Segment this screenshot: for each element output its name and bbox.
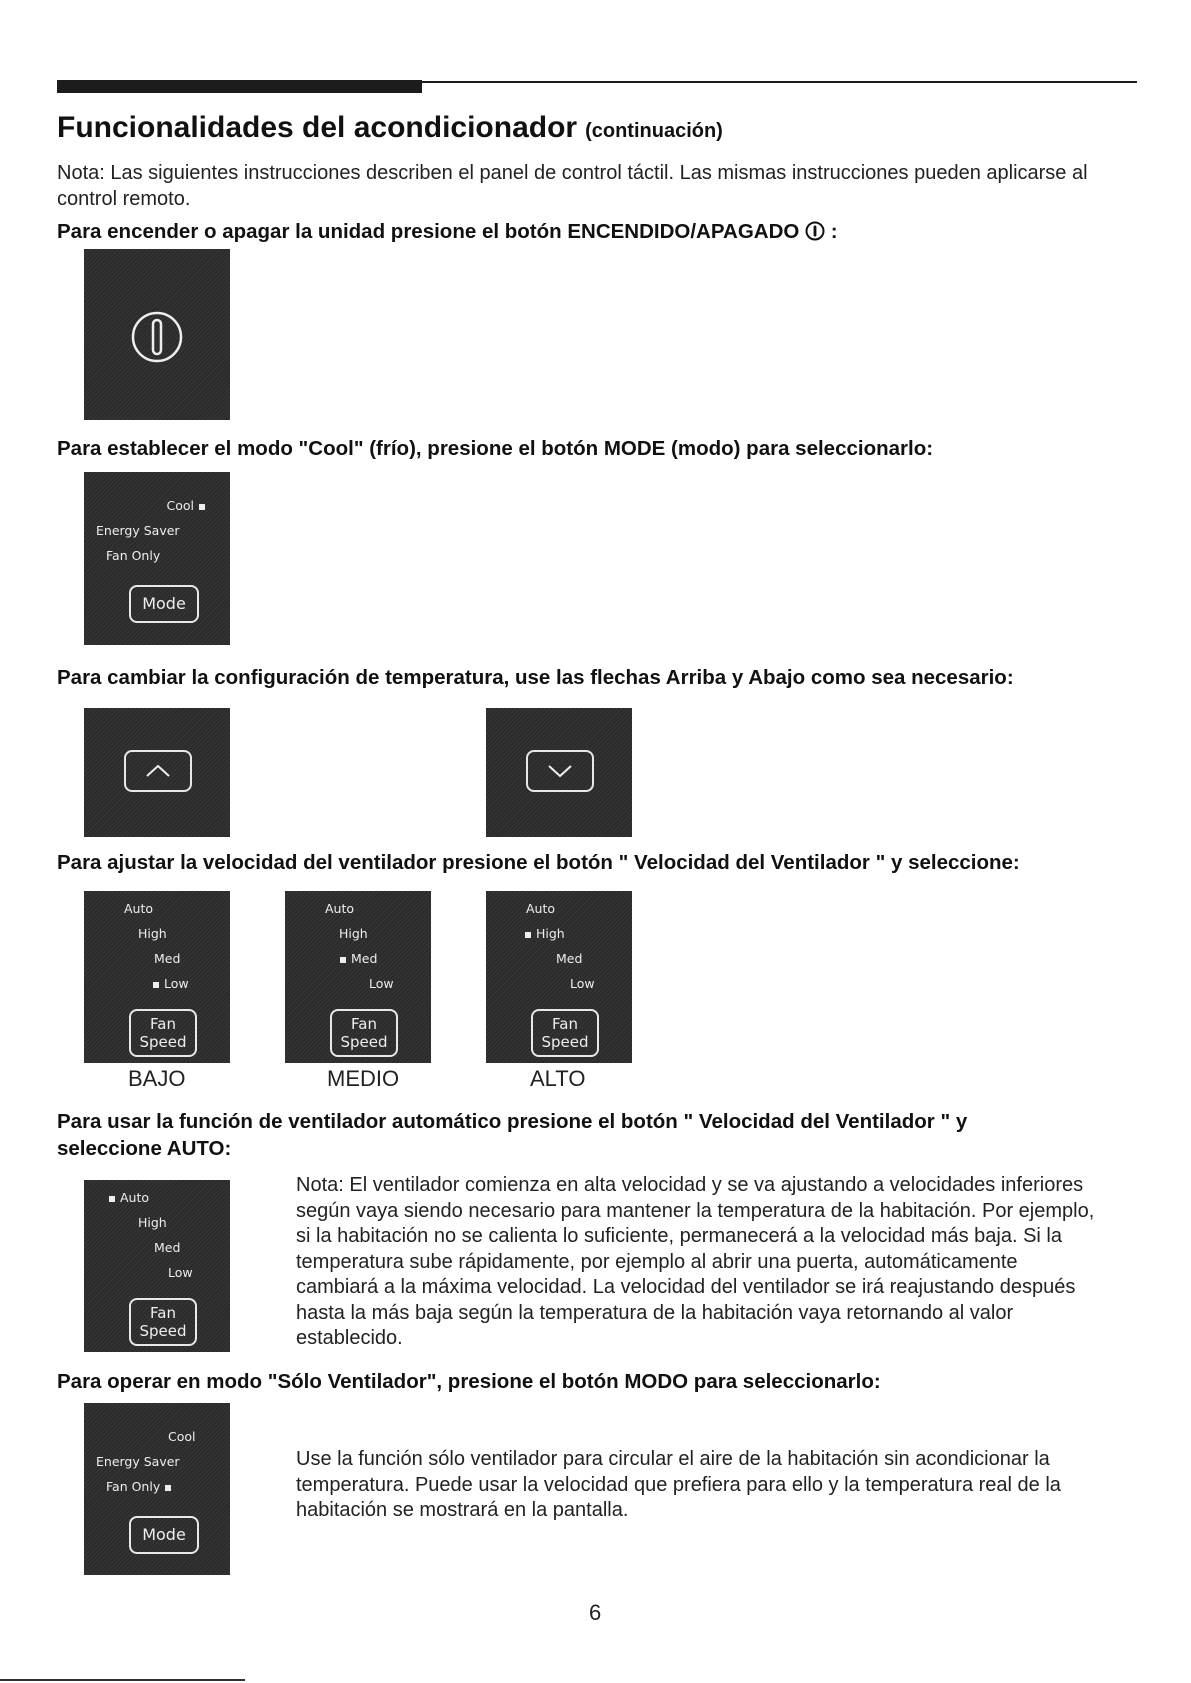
footer-rule [0, 1679, 245, 1681]
fan-speed-panel-high [486, 891, 632, 1063]
mode-label-fan-only: Fan Only [106, 1479, 176, 1494]
fan-label-auto: Auto [325, 901, 355, 916]
header-rule-accent [57, 80, 422, 93]
selected-indicator [109, 1196, 115, 1202]
selected-indicator [199, 504, 205, 510]
page-title-sub: (continuación) [585, 120, 723, 142]
temp-up-panel [84, 708, 230, 837]
power-heading [57, 218, 838, 245]
fan-label-low: Low [168, 1265, 193, 1280]
fan-only-text: Use la función sólo ventilador para circular el aire de la habitación sin acondicionar la temperatura. Puede usar la velocidad que prefiera para ello y la temperatura real de la habitación se mostrará en la pantalla. [296, 1448, 1061, 1521]
fan-label-high: High [138, 926, 167, 941]
fan-speed-panel-low [84, 891, 230, 1063]
page-title [57, 111, 723, 145]
fan-label-med: Med [154, 1240, 181, 1255]
mode-label-energy-saver: Energy Saver [96, 523, 180, 538]
caption-low: BAJO [128, 1066, 186, 1091]
caption-medium: MEDIO [327, 1066, 400, 1091]
fan-only-mode-panel [84, 1403, 230, 1575]
power-heading-suffix: : [830, 220, 838, 243]
auto-fan-heading: Para usar la función de ventilador automático presione el botón " Velocidad del Ventilador " y seleccione AUTO: [57, 1110, 968, 1160]
fan-speed-panel-med [285, 891, 431, 1063]
mode-label-cool: Cool [168, 1429, 196, 1444]
auto-fan-note: Nota: El ventilador comienza en alta velocidad y se va ajustando a velocidades inferiores según vaya siendo necesario para mantener la temperatura de la habitación. Por ejemplo, si la habitación no se calienta lo suficiente, permanecerá a la velocidad más baja. Si la temperatura sube rápidamente, por ejemplo al abrir una puerta, automáticamente cambiará a la máxima velocidad. La velocidad del ventilador se irá reajustando después hasta la más baja según la temperatura de la habitación vaya retornando al valor establecido. [296, 1174, 1095, 1349]
chevron-up-icon [144, 763, 172, 779]
chevron-down-icon [546, 763, 574, 779]
caption-high: ALTO [530, 1066, 586, 1091]
mode-label-fan-only: Fan Only [106, 548, 161, 563]
cool-mode-panel [84, 472, 230, 645]
fan-label-med: Med [335, 951, 377, 966]
intro-note: Nota: Las siguientes instrucciones describen el panel de control táctil. Las mismas instrucciones pueden aplicarse al control remoto. [57, 162, 1088, 210]
fan-speed-button[interactable]: Fan Speed [531, 1009, 599, 1057]
mode-button[interactable]: Mode [129, 585, 199, 623]
fan-label-low: Low [148, 976, 189, 991]
fan-label-high: High [138, 1215, 167, 1230]
fan-label-low: Low [369, 976, 394, 991]
selected-indicator [340, 957, 346, 963]
mode-button[interactable]: Mode [129, 1516, 199, 1554]
fan-label-auto: Auto [124, 901, 154, 916]
page-number: 6 [589, 1600, 602, 1625]
fan-speed-heading: Para ajustar la velocidad del ventilador presione el botón " Velocidad del Ventilador " y seleccione: [57, 851, 1020, 874]
fan-label-auto: Auto [526, 901, 556, 916]
page-title-main: Funcionalidades del acondicionador [57, 111, 578, 144]
fan-label-high: High [339, 926, 368, 941]
selected-indicator [525, 932, 531, 938]
power-button-panel[interactable] [84, 249, 230, 420]
temp-up-button[interactable] [124, 750, 192, 792]
fan-speed-panel-auto [84, 1180, 230, 1352]
fan-label-low: Low [570, 976, 595, 991]
temp-down-button[interactable] [526, 750, 594, 792]
temp-down-panel [486, 708, 632, 837]
fan-speed-button[interactable]: Fan Speed [129, 1298, 197, 1346]
selected-indicator [165, 1485, 171, 1491]
fan-label-auto: Auto [104, 1190, 149, 1205]
cool-heading: Para establecer el modo "Cool" (frío), presione el botón MODE (modo) para seleccionarlo: [57, 437, 934, 460]
temperature-heading: Para cambiar la configuración de temperatura, use las flechas Arriba y Abajo como sea necesario: [57, 666, 1014, 689]
fan-speed-button[interactable]: Fan Speed [330, 1009, 398, 1057]
fan-only-heading: Para operar en modo "Sólo Ventilador", presione el botón MODO para seleccionarlo: [57, 1370, 881, 1393]
fan-label-med: Med [556, 951, 583, 966]
fan-speed-button[interactable]: Fan Speed [129, 1009, 197, 1057]
mode-label-cool: Cool [167, 498, 211, 513]
selected-indicator [153, 982, 159, 988]
power-icon [129, 309, 185, 365]
mode-label-energy-saver: Energy Saver [96, 1454, 180, 1469]
fan-label-high: High [520, 926, 565, 941]
power-heading-text: Para encender o apagar la unidad presione el botón ENCENDIDO/APAGADO [57, 220, 800, 243]
power-symbol-icon [805, 221, 825, 241]
fan-label-med: Med [154, 951, 181, 966]
